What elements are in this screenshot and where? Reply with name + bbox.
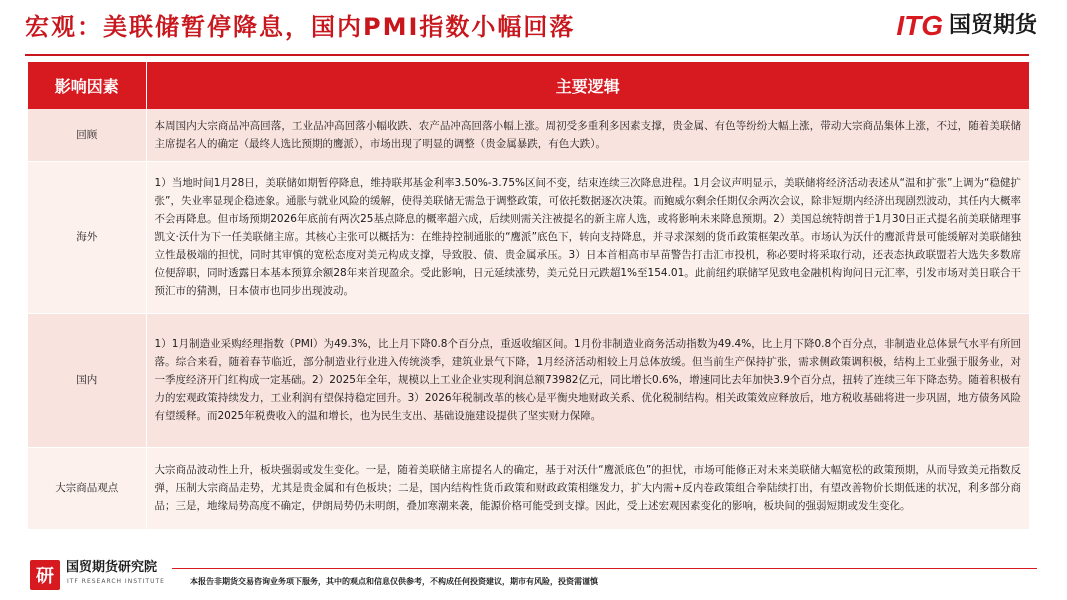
row-factor: 回顾: [28, 109, 146, 161]
footer-disclaimer: 本报告非期货交易咨询业务项下服务，其中的观点和信息仅供参考，不构成任何投资建议，期市有风险，投资需谨慎: [190, 577, 598, 586]
table-row: [28, 447, 1029, 529]
row-logic: 大宗商品波动性上升，板块强弱或发生变化。一是，随着美联储主席提名人的确定，基于对沃什“鹰派底色”的担忧，市场可能修正对未来美联储大幅宽松的政策预期，从而导致美元指数反弹，压制大宗商品走势，尤其是贵金属和有色板块；二是，国内结构性货币政策和财政政策相继发力，扩大内需+反内卷政策组合拳陆续打出，有望改善物价长期低迷的状况，利多部分商品；三是，地缘局势高度不确定，伊朗局势仍未明朗，叠加寒潮来袭，能源价格可能受到支撑。因此，受上述宏观因素变化的影响，板块间的强弱短期或发生变化。: [146, 447, 1029, 529]
column-header-factor: 影响因素: [28, 62, 146, 109]
analysis-table: [28, 62, 1029, 530]
page-footer: [0, 556, 1067, 600]
row-factor: 国内: [28, 313, 146, 447]
research-institute-logo-icon: 研: [30, 560, 60, 590]
title-divider: [25, 54, 1029, 56]
footer-org-name: 国贸期货研究院: [66, 560, 158, 575]
row-logic: 1）1月制造业采购经理指数（PMI）为49.3%，比上月下降0.8个百分点，重返收缩区间。1月份非制造业商务活动指数为49.4%，比上月下降0.8个百分点，非制造业总体景气水平有所回落。综合来看，随着春节临近，部分制造业行业进入传统淡季，建筑业景气下降，1月经济活动相较上月总体放缓。但当前生产保持扩张，需求侧政策调积极，结构上工业强于服务业，对一季度经济开门红构成一定基础。2）2025年全年，规模以上工业企业实现利润总额73982亿元，同比增长0.6%，增速同比去年加快3.9个百分点，扭转了连续三年下降态势。随着积极有力的宏观政策持续发力，工业利润有望保持稳定回升。3）2026年税制改革的核心是平衡央地财政关系、优化税制结构。相关政策效应释放后，地方税收基础将进一步巩固，地方债务风险有望缓释。而2025年税费收入的温和增长，也为民生支出、基础设施建设提供了坚实财力保障。: [146, 313, 1029, 447]
itg-logo-mark: ITG: [896, 10, 943, 41]
table-header-row: [28, 62, 1029, 109]
page-header: [0, 0, 1067, 56]
row-logic: 1）当地时间1月28日，美联储如期暂停降息，维持联邦基金利率3.50%-3.75%区间不变，结束连续三次降息进程。1月会议声明显示，美联储将经济活动表述从“温和扩张”上调为“稳健扩张”，失业率显现企稳迹象。通胀与就业风险的缓解，使得美联储无需急于调整政策，可依托数据逐次决策。而鲍威尔剩余任期仅余两次会议，除非短期内经济出现剧烈波动，其任内大概率不会再降息。但市场预期2026年底前有两次25基点降息的概率超六成，后续则需关注被提名的新主席人选，或将影响未来降息预期。2）美国总统特朗普于1月30日正式提名前美联储理事凯文·沃什为下一任美联储主席。其核心主张可以概括为：在维持控制通胀的“鹰派”底色下，转向支持降息，并寻求深刻的货币政策框架改革。市场认为沃什的鹰派背景可能缓解对美联储独立性最极端的担忧，同时其审慎的宽松态度对美元构成支撑，导致股、债、贵金属承压。3）日本首相高市早苗警告打击汇市投机，称必要时将采取行动，还表态执政联盟若大选失多数席位便辞职，同时透露日本基本预算余额28年来首现盈余。受此影响，日元延续涨势，美元兑日元跌超1%至154.01。此前纽约联储罕见致电金融机构询问日元汇率，引发市场对美日联合干预汇市的猜测，日本债市也同步出现波动。: [146, 161, 1029, 313]
brand-name: 国贸期货: [948, 13, 1037, 38]
table-row: [28, 161, 1029, 313]
footer-org-name-en: ITF RESEARCH INSTITUTE: [67, 578, 165, 585]
brand-logo: [896, 10, 1037, 42]
footer-divider: [172, 568, 1037, 569]
row-factor: 大宗商品观点: [28, 447, 146, 529]
page-title: 宏观：美联储暂停降息，国内PMI指数小幅回落: [25, 13, 576, 41]
row-logic: 本周国内大宗商品冲高回落，工业品冲高回落小幅收跌、农产品冲高回落小幅上涨。周初受多重利多因素支撑，贵金属、有色等纷纷大幅上涨，带动大宗商品集体上涨，不过，随着美联储主席提名人的确定（最终人选比预期的鹰派），市场出现了明显的调整（贵金属暴跌，有色大跌）。: [146, 109, 1029, 161]
row-factor: 海外: [28, 161, 146, 313]
table-row: [28, 109, 1029, 161]
column-header-logic: 主要逻辑: [146, 62, 1029, 109]
table-row: [28, 313, 1029, 447]
